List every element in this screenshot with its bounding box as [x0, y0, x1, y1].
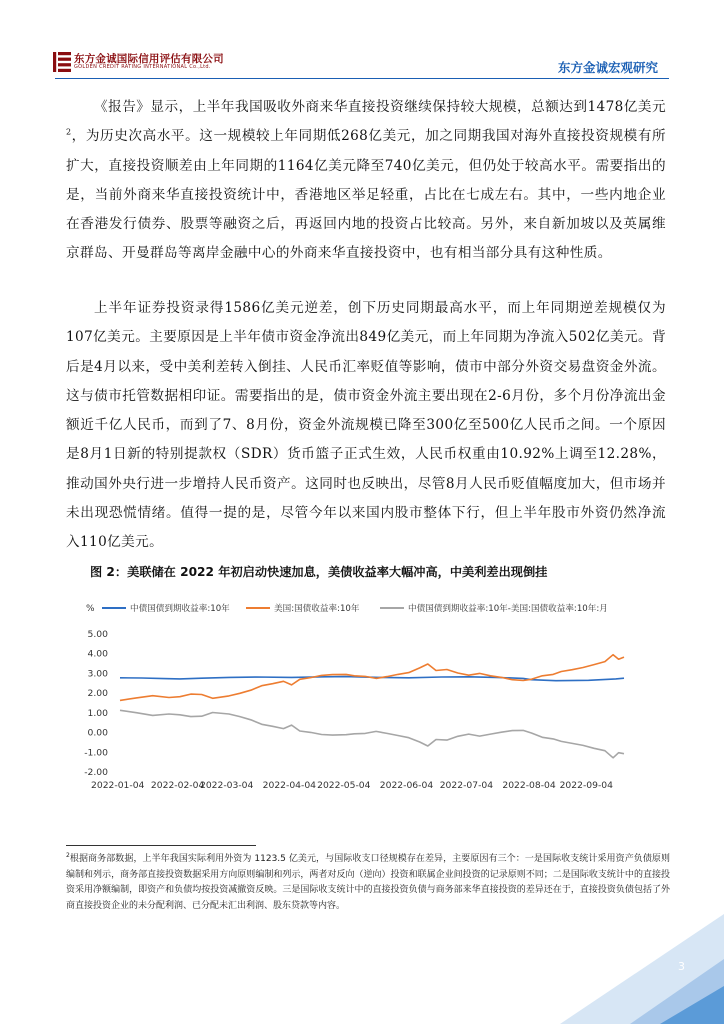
paragraph-fdi-part-a: 《报告》显示，上半年我国吸收外商来华直接投资继续保持较大规模，总额达到1478亿美元 — [94, 99, 666, 115]
x-tick-label: 2022-02-04 — [150, 780, 205, 791]
paragraph-fdi — [66, 93, 666, 269]
paragraph-portfolio-text: 上半年证券投资录得1586亿美元逆差，创下历史同期最高水平，而上年同期逆差规模仅为107亿美元。主要原因是上半年债市资金净流出849亿美元，而上年同期为净流入502亿美元。背后是4月以来，受中美利差转入倒挂、人民币汇率贬值等影响，债市中部分外资交易盘资金外流。这与债市托管数据相印证。需要指出的是，债市资金外流主要出现在2-6月份，多个月份净流出金额近千亿人民币，而到了7、8月份，资金外流规模已降至300亿至500亿人民币之间。一个原因是8月1日新的特别提款权（SDR）货币篮子正式生效，人民币权重由10.92%上调至12.28%，推动国外央行进一步增持人民币资产。这同时也反映出，尽管8月人民币贬值幅度加大，但市场并未出现恐慌情绪。值得一提的是，尽管今年以来国内股市整体下行，但上半年股市外资仍然净流入110亿美元。 — [66, 300, 666, 551]
legend-entry: 中债国债到期收益率:10年 — [130, 604, 230, 614]
x-tick-label: 2022-03-04 — [199, 780, 254, 791]
paragraph-fdi-part-b: ，为历史次高水平。这一规模较上年同期低268亿美元，加之同期我国对海外直接投资规模有所扩大，直接投资顺差由上年同期的1164亿美元降至740亿美元，但仍处于较高水平。需要指出的是，当前外商来华直接投资统计中，香港地区举足轻重，占比在七成左右。其中，一些内地企业在香港发行债券、股票等融资之后，再返回内地的投资占比较高。另外，来自新加坡以及英属维京群岛、开曼群岛等离岸金融中心的外商来华直接投资中，也有相当部分具有这种性质。 — [66, 128, 666, 262]
x-tick-label: 2022-07-04 — [439, 780, 494, 791]
y-tick-label: 5.00 — [87, 629, 108, 640]
x-tick-label: 2022-01-04 — [91, 780, 145, 791]
page-corner-decoration — [0, 914, 724, 1024]
chart-x-axis — [91, 780, 613, 791]
legend-entry: 美国:国债收益率:10年 — [274, 604, 360, 614]
page-number: 3 — [678, 960, 685, 973]
yield-chart — [84, 598, 644, 798]
x-tick-label: 2022-04-04 — [262, 780, 317, 791]
footnote-text: 根据商务部数据，上半年我国实际利用外资为 1123.5 亿美元，与国际收支口径规模存在差异，主要原因有三个：一是国际收支统计采用资产负债原则编制和列示，商务部直接投资数据采用方向原则编制和列示，两者对反向（逆向）投资和联属企业间投资的记录原则不同；二是国际收支统计中的直接投资采用净额编制，即资产和负债均按投资减撤资反映。三是国际收支统计中的直接投资负债与商务部来华直接投资的差异还在于，直接投资负债包括了外商直接投资企业的未分配利润、已分配未汇出利润、股东贷款等内容。 — [66, 854, 670, 911]
paragraph-portfolio — [66, 294, 666, 558]
header-divider — [55, 78, 669, 79]
x-tick-label: 2022-06-04 — [379, 780, 434, 791]
report-series-title: 东方金诚宏观研究 — [557, 60, 658, 75]
company-name-en: GOLDEN CREDIT RATING INTERNATIONAL Co.,Ltd. — [74, 64, 211, 70]
footnote — [66, 852, 670, 914]
y-tick-label: 2.00 — [87, 688, 108, 700]
company-logo-icon — [53, 52, 71, 72]
series-line — [120, 710, 624, 758]
chart-unit-label: % — [86, 604, 95, 614]
y-tick-label: 4.00 — [87, 648, 108, 660]
x-tick-label: 2022-08-04 — [502, 780, 556, 791]
footnote-ref[interactable]: 2 — [66, 127, 72, 137]
company-name-cn: 东方金诚国际信用评估有限公司 — [74, 53, 224, 65]
y-tick-label: 1.00 — [87, 707, 108, 719]
y-tick-label: -2.00 — [84, 767, 108, 778]
chart-plot-area — [120, 655, 624, 758]
legend-entry: 中债国债到期收益率:10年-美国:国债收益率:10年:月 — [408, 604, 608, 614]
chart-legend — [86, 602, 608, 614]
x-tick-label: 2022-09-04 — [559, 780, 613, 791]
footnote-divider — [66, 845, 256, 846]
chart-y-axis — [84, 629, 108, 778]
x-tick-label: 2022-05-04 — [317, 780, 371, 791]
page-header — [0, 0, 724, 80]
figure-title: 图 2：美联储在 2022 年初启动快速加息，美债收益率大幅冲高，中美利差出现倒挂 — [90, 565, 548, 579]
y-tick-label: -1.00 — [84, 747, 108, 759]
y-tick-label: 3.00 — [87, 668, 108, 680]
y-tick-label: 0.00 — [87, 727, 108, 739]
footnote-number: 2 — [66, 852, 70, 859]
series-line — [120, 655, 624, 701]
